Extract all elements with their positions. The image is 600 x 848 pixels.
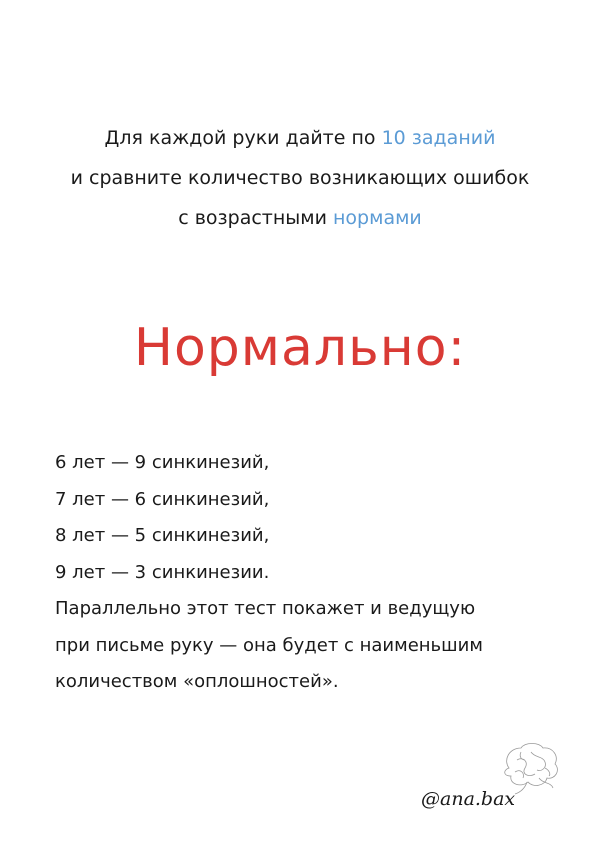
norms-row: 9 лет — 3 синкинезии. xyxy=(55,561,270,583)
page-heading: Нормально: xyxy=(133,318,467,378)
signature-handle: @ana.bax xyxy=(421,788,516,810)
intro-line-1 xyxy=(0,118,600,158)
norms-row: количеством «оплошностей». xyxy=(55,671,339,692)
intro-line-1-text: Для каждой руки дайте по xyxy=(104,127,382,149)
intro-text xyxy=(0,118,600,238)
intro-line-3-text: с возрастными xyxy=(178,207,333,229)
norms-row: 6 лет — 9 синкинезий, xyxy=(55,452,270,473)
intro-line-2: и сравните количество возникающих ошибок xyxy=(70,167,530,189)
norms-row: при письме руку — она будет с наименьшим xyxy=(55,634,483,656)
norms-row: 8 лет — 5 синкинезий, xyxy=(55,525,270,546)
norms-row: Параллельно этот тест покажет и ведущую xyxy=(55,598,476,619)
norms-list xyxy=(55,445,575,701)
intro-line-3 xyxy=(0,198,600,238)
norms-row: 7 лет — 6 синкинезий, xyxy=(55,488,270,510)
intro-line-1-highlight: 10 заданий xyxy=(381,127,496,149)
intro-line-3-highlight: нормами xyxy=(333,207,422,229)
